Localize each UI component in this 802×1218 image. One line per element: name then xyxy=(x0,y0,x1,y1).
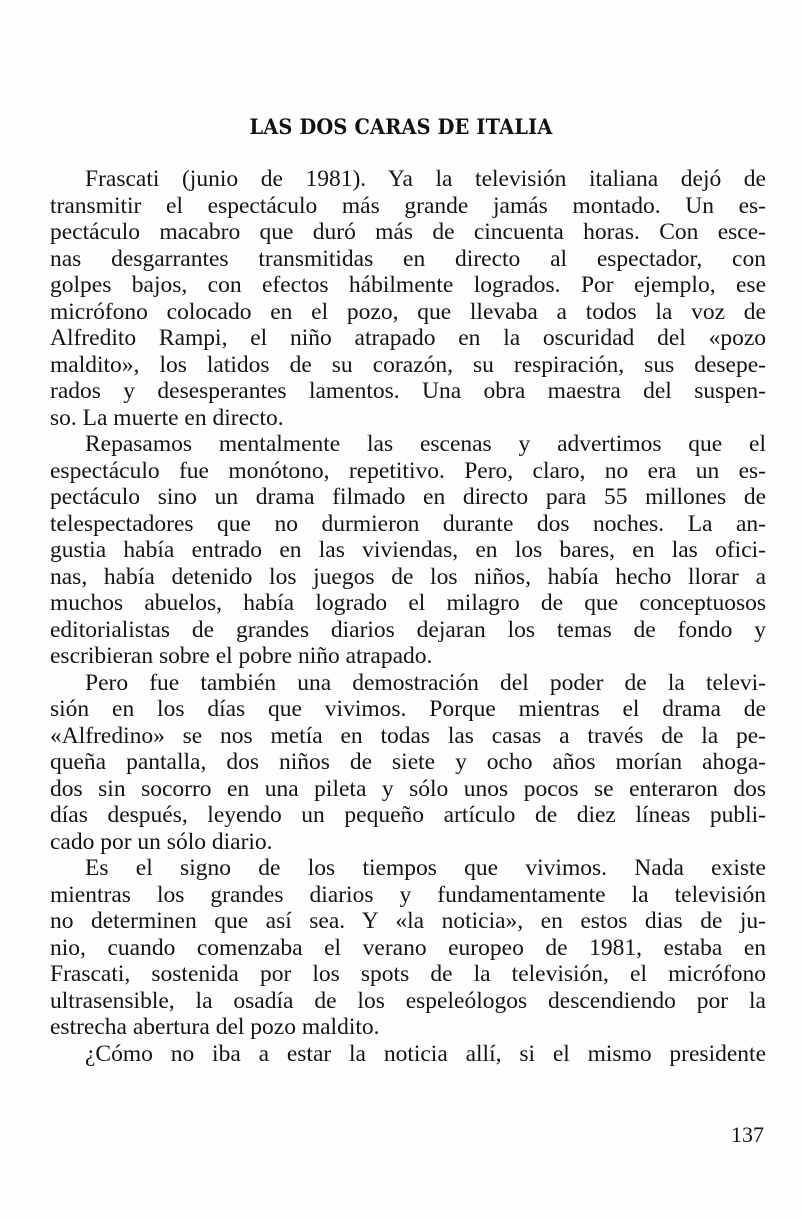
text-line: dos sin socorro en una pileta y sólo unos pocos se enteraron dos xyxy=(50,775,766,802)
text-line: Frascati, sostenida por los spots de la televisión, el micrófono xyxy=(50,961,766,987)
text-line: sión en los días que vivimos. Porque mientras el drama de xyxy=(50,696,766,722)
paragraph xyxy=(50,670,766,856)
text-line: Alfredito Rampi, el niño atrapado en la oscuridad del «pozo xyxy=(50,325,766,351)
text-line: gustia había entrado en las viviendas, en los bares, en las ofici- xyxy=(50,537,766,563)
body-text xyxy=(50,166,766,1067)
text-line: mientras los grandes diarios y fundamentamente la televisión xyxy=(50,881,766,908)
text-line: ¿Cómo no iba a estar la noticia allí, si el mismo presidente xyxy=(85,1040,766,1067)
text-line: telespectadores que no durmieron durante dos noches. La an- xyxy=(50,510,766,537)
text-line: nas, había detenido los juegos de los niños, había hecho llorar a xyxy=(50,563,766,590)
text-line: muchos abuelos, había logrado el milagro de que conceptuosos xyxy=(50,590,766,616)
paragraph xyxy=(50,431,766,670)
paragraph xyxy=(50,166,766,431)
text-line: transmitir el espectáculo más grande jamás montado. Un es- xyxy=(50,192,766,219)
paragraph xyxy=(50,1041,766,1068)
text-line: nio, cuando comenzaba el verano europeo de 1981, estaba en xyxy=(50,934,766,961)
text-line: golpes bajos, con efectos hábilmente logrados. Por ejemplo, ese xyxy=(50,272,766,298)
page-number: 137 xyxy=(731,1122,764,1147)
text-line: escribieran sobre el pobre niño atrapado. xyxy=(50,643,433,669)
text-line: cado por un sólo diario. xyxy=(50,828,273,855)
text-line: días después, leyendo un pequeño artículo de diez líneas publi- xyxy=(50,802,766,828)
text-line: Pero fue también una demostración del poder de la televi- xyxy=(85,669,766,696)
text-line: queña pantalla, dos niños de siete y ocho años morían ahoga- xyxy=(50,749,766,775)
text-line: rados y desesperantes lamentos. Una obra maestra del suspen- xyxy=(50,378,766,404)
text-line: Es el signo de los tiempos que vivimos. Nada existe xyxy=(85,855,766,881)
text-line: ultrasensible, la osadía de los espeleólogos descendiendo por la xyxy=(50,987,766,1014)
text-line: no determinen que así sea. Y «la noticia», en estos dias de ju- xyxy=(50,908,766,934)
text-line: «Alfredino» se nos metía en todas las casas a través de la pe- xyxy=(50,722,766,749)
text-line: editorialistas de grandes diarios dejaran los temas de fondo y xyxy=(50,616,766,643)
chapter-title: LAS DOS CARAS DE ITALIA xyxy=(249,114,553,139)
text-line: pectáculo sino un drama filmado en directo para 55 millones de xyxy=(50,484,766,510)
text-line: espectáculo fue monótono, repetitivo. Pero, claro, no era un es- xyxy=(50,457,766,484)
text-line: maldito», los latidos de su corazón, su respiración, sus desepe- xyxy=(50,351,766,378)
text-line: nas desgarrantes transmitidas en directo al espectador, con xyxy=(50,245,766,272)
text-line: Repasamos mentalmente las escenas y advertimos que el xyxy=(85,431,766,457)
text-line: Frascati (junio de 1981). Ya la televisión italiana dejó de xyxy=(85,166,766,192)
paragraph xyxy=(50,855,766,1041)
text-line: micrófono colocado en el pozo, que llevaba a todos la voz de xyxy=(50,298,766,325)
text-line: estrecha abertura del pozo maldito. xyxy=(50,1014,380,1040)
text-line: pectáculo macabro que duró más de cincuenta horas. Con esce- xyxy=(50,219,766,245)
text-line: so. La muerte en directo. xyxy=(50,404,284,431)
